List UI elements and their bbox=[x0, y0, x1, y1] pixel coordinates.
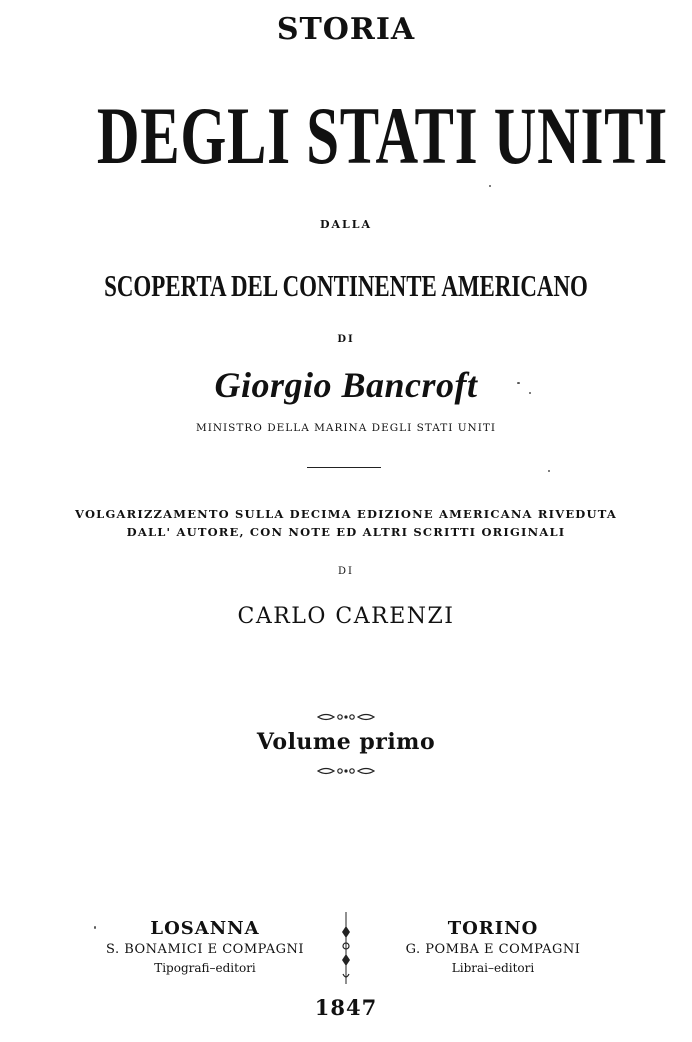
scan-speck bbox=[548, 470, 550, 472]
translation-line-2: DALL' AUTORE, CON NOTE ED ALTRI SCRITTI ORIGINALI bbox=[126, 525, 566, 539]
ornament-top-icon bbox=[316, 711, 376, 723]
imprint-right bbox=[358, 918, 628, 977]
ornament-bottom-icon bbox=[316, 765, 376, 777]
imprint-right-role: Librai–editori bbox=[451, 961, 535, 975]
scan-speck bbox=[529, 392, 531, 394]
imprint-left-city: LOSANNA bbox=[150, 918, 260, 939]
translation-note bbox=[0, 505, 692, 541]
imprint-right-publisher: G. POMBA E COMPAGNI bbox=[405, 942, 581, 957]
imprint-right-city: TORINO bbox=[447, 918, 539, 939]
translation-line-1: VOLGARIZZAMENTO SULLA DECIMA EDIZIONE AMERICANA RIVEDUTA bbox=[75, 507, 617, 521]
subtitle: SCOPERTA DEL CONTINENTE AMERICANO bbox=[104, 268, 588, 303]
vertical-ornament-icon bbox=[338, 912, 354, 984]
connector-dalla: DALLA bbox=[319, 218, 373, 231]
scan-speck bbox=[489, 185, 491, 187]
title-kicker: STORIA bbox=[276, 12, 416, 47]
connector-di-translator: DI bbox=[338, 566, 354, 577]
imprint-left-publisher: S. BONAMICI E COMPAGNI bbox=[106, 942, 304, 957]
connector-di-author: DI bbox=[337, 334, 355, 345]
imprint-left-role: Tipografi–editori bbox=[154, 961, 256, 975]
scan-speck bbox=[517, 382, 520, 384]
divider-rule bbox=[307, 467, 381, 468]
main-title: DEGLI STATI UNITI bbox=[96, 90, 668, 181]
author-name: Giorgio Bancroft bbox=[214, 365, 478, 405]
publication-year: 1847 bbox=[314, 995, 378, 1020]
scan-speck bbox=[94, 926, 96, 929]
imprint-left bbox=[70, 918, 340, 977]
volume-label: Volume primo bbox=[256, 729, 436, 755]
translator-name: CARLO CARENZI bbox=[237, 604, 455, 629]
author-role: MINISTRO DELLA MARINA DEGLI STATI UNITI bbox=[195, 422, 497, 434]
